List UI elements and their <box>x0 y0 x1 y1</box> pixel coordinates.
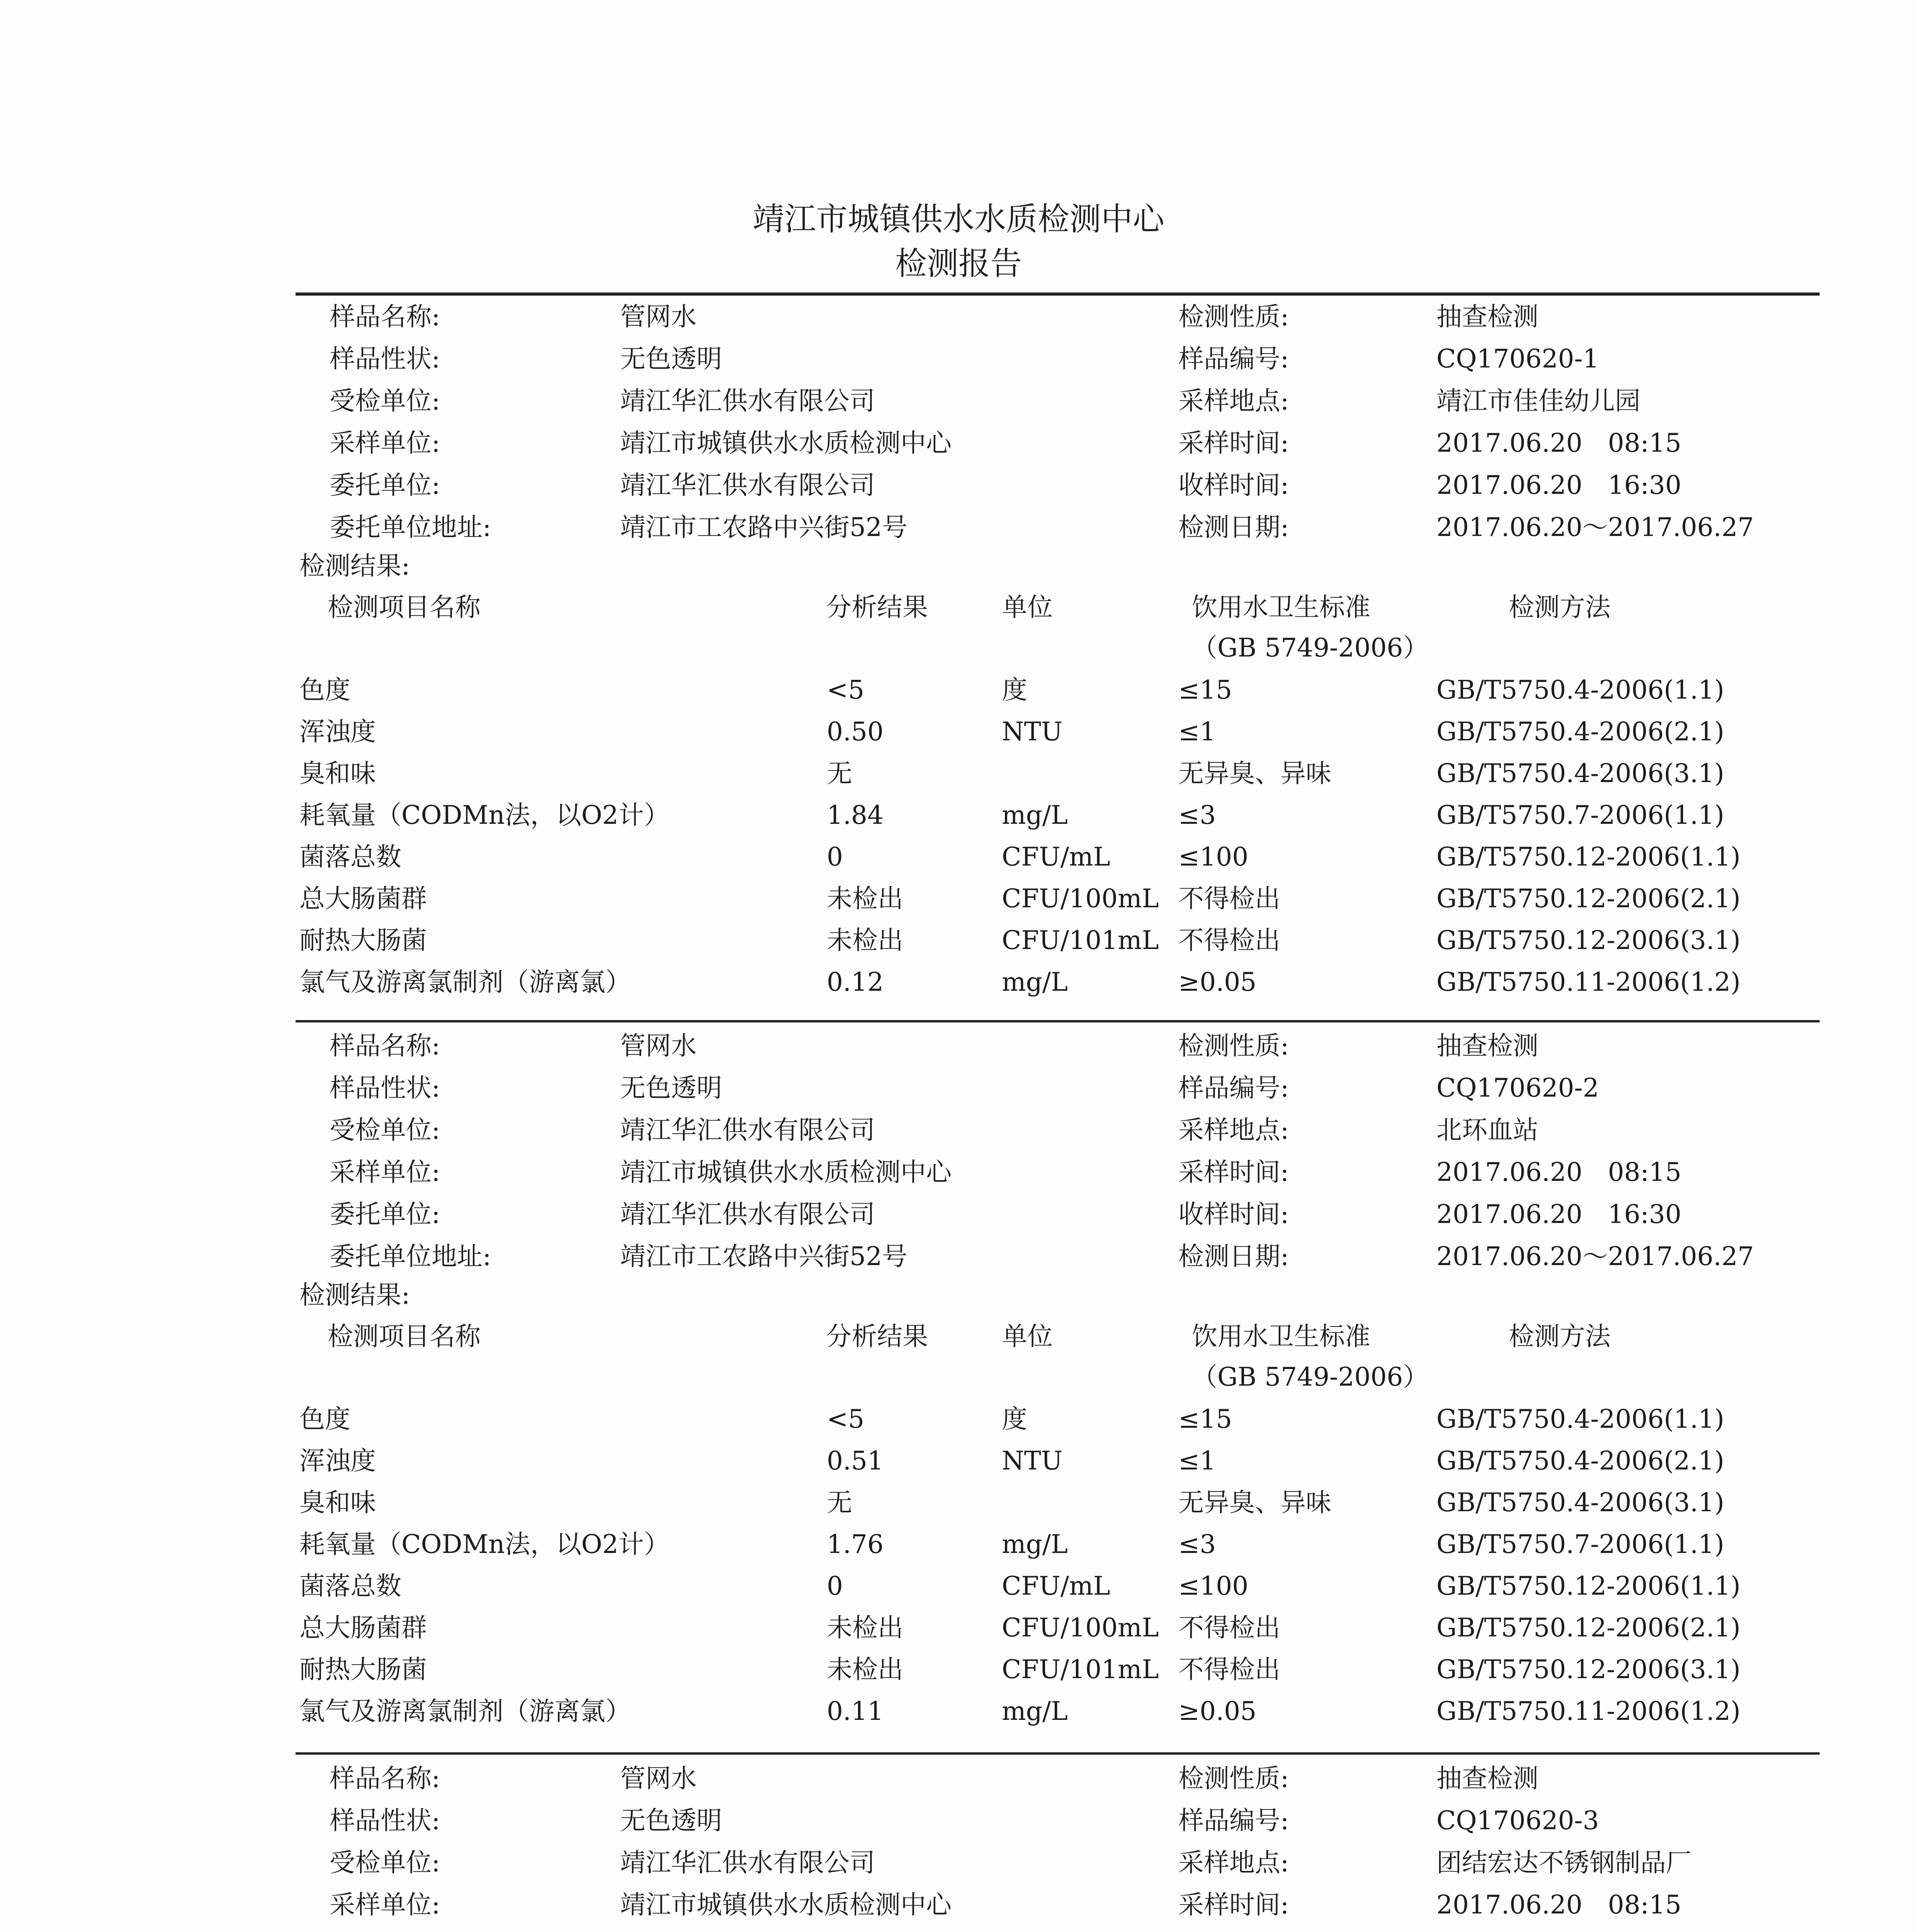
standard-limit: ≤15 <box>1178 1404 1232 1434</box>
receipt-time-value: 2017.06.20 16:30 <box>1436 470 1682 500</box>
col-result-header: 分析结果 <box>826 1321 928 1351</box>
item-name: 色度 <box>299 675 350 705</box>
analysis-result: 1.84 <box>827 800 884 830</box>
inspected-unit-label: 受检单位: <box>330 1115 440 1145</box>
test-nature-value: 抽查检测 <box>1436 1764 1538 1793</box>
table-row <box>0 1525 1917 1564</box>
standard-limit: 无异臭、异味 <box>1178 759 1331 788</box>
results-label: 检测结果: <box>299 1280 410 1310</box>
col-unit-header: 单位 <box>1002 592 1053 622</box>
standard-limit: ≤3 <box>1178 800 1216 830</box>
item-name: 总大肠菌群 <box>299 884 427 913</box>
sample-info-row <box>0 1237 1917 1276</box>
results-heading-row <box>0 1276 1917 1315</box>
sample-info-row <box>0 1844 1917 1882</box>
sampling-unit-label: 采样单位: <box>330 428 440 458</box>
col-standard-ref: （GB 5749-2006） <box>1192 1362 1429 1392</box>
sample-info-row <box>0 1069 1917 1107</box>
sample-property-value: 无色透明 <box>620 1806 722 1835</box>
receipt-time-value <box>1436 1928 1681 1932</box>
sampling-time-label: 采样时间: <box>1178 1890 1289 1920</box>
sampling-site-value: 北环血站 <box>1436 1115 1538 1145</box>
test-nature-label: 检测性质: <box>1178 302 1289 332</box>
table-row <box>0 1442 1917 1480</box>
standard-limit: 不得检出 <box>1178 1655 1280 1684</box>
client-unit-value: 靖江华汇供水有限公司 <box>620 470 875 500</box>
analysis-result: <5 <box>827 1404 865 1434</box>
sample-info-row <box>0 1195 1917 1234</box>
item-name: 耗氧量（CODMn法，以O2计） <box>299 800 670 830</box>
table-row <box>0 671 1917 709</box>
test-method: GB/T5750.11-2006(1.2) <box>1436 967 1741 997</box>
col-method-header: 检测方法 <box>1509 1321 1611 1351</box>
table-row <box>0 921 1917 960</box>
standard-limit: ≤100 <box>1178 842 1249 872</box>
test-nature-value: 抽查检测 <box>1436 1031 1538 1061</box>
item-name: 臭和味 <box>299 1488 376 1517</box>
test-method: GB/T5750.4-2006(3.1) <box>1436 1488 1725 1517</box>
item-name: 菌落总数 <box>299 842 401 872</box>
test-method: GB/T5750.12-2006(1.1) <box>1436 1571 1741 1601</box>
standard-limit: 不得检出 <box>1178 1613 1280 1643</box>
test-date-value: 2017.06.20～2017.06.27 <box>1436 512 1754 542</box>
item-name: 色度 <box>299 1404 350 1434</box>
sample-name-value: 管网水 <box>620 302 697 332</box>
table-row <box>0 713 1917 751</box>
col-item-header: 检测项目名称 <box>328 592 481 622</box>
sampling-site-value: 团结宏达不锈钢制品厂 <box>1436 1848 1691 1878</box>
test-method: GB/T5750.4-2006(1.1) <box>1436 675 1725 705</box>
test-date-value: 2017.06.20～2017.06.27 <box>1436 1242 1754 1271</box>
unit: CFU/mL <box>1002 842 1110 872</box>
inspected-unit-value: 靖江华汇供水有限公司 <box>620 386 875 416</box>
standard-limit: ≥0.05 <box>1178 1696 1257 1726</box>
sample-info-row <box>0 466 1917 505</box>
inspected-unit-value: 靖江华汇供水有限公司 <box>620 1848 875 1878</box>
header-rule <box>296 293 1820 296</box>
sample-name-value: 管网水 <box>620 1764 697 1793</box>
standard-limit: 不得检出 <box>1178 884 1280 913</box>
receipt-time-value: 2017.06.20 16:30 <box>1436 1199 1682 1229</box>
table-row <box>0 879 1917 918</box>
sampling-time-value: 2017.06.20 08:15 <box>1436 1890 1682 1920</box>
sample-no-label: 样品编号: <box>1178 1073 1289 1103</box>
item-name: 浑浊度 <box>299 717 376 747</box>
receipt-time-label <box>1178 1928 1289 1932</box>
analysis-result: 未检出 <box>827 1613 903 1643</box>
results-label: 检测结果: <box>299 551 410 581</box>
unit: CFU/101mL <box>1002 1655 1159 1684</box>
client-address-label: 委托单位地址: <box>330 1242 491 1271</box>
table-row <box>0 796 1917 835</box>
section-divider <box>296 1752 1820 1755</box>
col-standard-header: 饮用水卫生标准 <box>1192 1321 1370 1351</box>
unit: CFU/mL <box>1002 1571 1110 1601</box>
item-name: 耗氧量（CODMn法，以O2计） <box>299 1529 670 1559</box>
test-method: GB/T5750.4-2006(2.1) <box>1436 1446 1725 1476</box>
sampling-time-value: 2017.06.20 08:15 <box>1436 428 1682 458</box>
client-unit-label: 委托单位: <box>330 1199 440 1229</box>
analysis-result: 无 <box>827 759 852 788</box>
test-method: GB/T5750.12-2006(2.1) <box>1436 1613 1741 1643</box>
unit: CFU/100mL <box>1002 884 1159 913</box>
col-unit-header: 单位 <box>1002 1321 1053 1351</box>
table-row <box>0 754 1917 793</box>
client-unit-value: 靖江华汇供水有限公司 <box>620 1199 875 1229</box>
unit: NTU <box>1002 1446 1063 1476</box>
sample-no-value: CQ170620-3 <box>1436 1806 1599 1835</box>
test-method: GB/T5750.4-2006(1.1) <box>1436 1404 1725 1434</box>
sampling-unit-value: 靖江市城镇供水水质检测中心 <box>620 1157 952 1187</box>
sample-info-row <box>0 1153 1917 1192</box>
item-name: 耐热大肠菌 <box>299 1655 427 1684</box>
table-row <box>0 1650 1917 1689</box>
item-name: 菌落总数 <box>299 1571 401 1601</box>
table-row <box>0 1483 1917 1522</box>
unit: 度 <box>1002 675 1027 705</box>
table-row <box>0 963 1917 1002</box>
unit: mg/L <box>1002 1696 1068 1726</box>
standard-limit: ≤15 <box>1178 675 1232 705</box>
sample-info-row <box>0 1027 1917 1065</box>
sample-info-row <box>0 508 1917 547</box>
table-row <box>0 1609 1917 1647</box>
sample-name-label: 样品名称: <box>330 302 440 332</box>
standard-limit: ≤3 <box>1178 1529 1216 1559</box>
standard-limit: ≤100 <box>1178 1571 1249 1601</box>
col-result-header: 分析结果 <box>826 592 928 622</box>
sample-info-row <box>0 1801 1917 1840</box>
item-name: 总大肠菌群 <box>299 1613 427 1643</box>
standard-limit: 无异臭、异味 <box>1178 1488 1331 1517</box>
sampling-site-label: 采样地点: <box>1178 1115 1289 1145</box>
unit: CFU/100mL <box>1002 1613 1159 1643</box>
sample-info-row <box>0 424 1917 463</box>
col-item-header: 检测项目名称 <box>328 1321 481 1351</box>
sample-no-value: CQ170620-2 <box>1436 1073 1599 1103</box>
sampling-unit-value: 靖江市城镇供水水质检测中心 <box>620 1890 952 1920</box>
sampling-site-label: 采样地点: <box>1178 386 1289 416</box>
test-nature-value: 抽查检测 <box>1436 302 1538 332</box>
col-standard-header: 饮用水卫生标准 <box>1192 592 1370 622</box>
test-nature-label: 检测性质: <box>1178 1031 1289 1061</box>
sample-name-label: 样品名称: <box>330 1764 440 1793</box>
sampling-site-value: 靖江市佳佳幼儿园 <box>1436 386 1640 416</box>
results-table-header <box>0 588 1917 627</box>
test-date-label: 检测日期: <box>1178 1242 1289 1271</box>
sample-no-label: 样品编号: <box>1178 344 1289 374</box>
analysis-result: 0.11 <box>827 1696 884 1726</box>
sample-info-row <box>0 382 1917 420</box>
sample-info-row <box>0 1886 1917 1924</box>
sample-name-value: 管网水 <box>620 1031 697 1061</box>
sampling-time-value: 2017.06.20 08:15 <box>1436 1157 1682 1187</box>
test-method: GB/T5750.4-2006(2.1) <box>1436 717 1725 747</box>
results-table-header-sub <box>0 1358 1917 1396</box>
sample-property-value: 无色透明 <box>620 344 722 374</box>
analysis-result: 未检出 <box>827 1655 903 1684</box>
unit: mg/L <box>1002 967 1068 997</box>
item-name: 氯气及游离氯制剂（游离氯） <box>299 967 631 997</box>
sample-property-label: 样品性状: <box>330 1073 440 1103</box>
analysis-result: 0 <box>827 1571 843 1601</box>
standard-limit: ≥0.05 <box>1178 967 1257 997</box>
sample-info-row <box>0 298 1917 336</box>
col-method-header: 检测方法 <box>1509 592 1611 622</box>
analysis-result: <5 <box>827 675 865 705</box>
standard-limit: ≤1 <box>1178 1446 1216 1476</box>
sampling-unit-value: 靖江市城镇供水水质检测中心 <box>620 428 952 458</box>
test-date-label: 检测日期: <box>1178 512 1289 542</box>
report-title: 检测报告 <box>895 245 1022 282</box>
test-method: GB/T5750.4-2006(3.1) <box>1436 759 1725 788</box>
analysis-result: 0 <box>827 842 843 872</box>
receipt-time-label: 收样时间: <box>1178 470 1289 500</box>
table-row <box>0 1567 1917 1605</box>
unit: mg/L <box>1002 800 1068 830</box>
test-method: GB/T5750.12-2006(2.1) <box>1436 884 1741 913</box>
inspected-unit-value: 靖江华汇供水有限公司 <box>620 1115 875 1145</box>
client-address-label: 委托单位地址: <box>330 512 491 542</box>
analysis-result: 无 <box>827 1488 852 1517</box>
sample-info-row <box>0 340 1917 378</box>
test-method: GB/T5750.7-2006(1.1) <box>1436 1529 1725 1559</box>
results-heading-row <box>0 547 1917 585</box>
test-method: GB/T5750.12-2006(3.1) <box>1436 925 1741 955</box>
client-unit-value <box>620 1928 875 1932</box>
sample-property-value: 无色透明 <box>620 1073 722 1103</box>
sampling-time-label: 采样时间: <box>1178 1157 1289 1187</box>
standard-limit: 不得检出 <box>1178 925 1280 955</box>
unit: 度 <box>1002 1404 1027 1434</box>
sampling-unit-label: 采样单位: <box>330 1157 440 1187</box>
table-row <box>0 1692 1917 1731</box>
sample-name-label: 样品名称: <box>330 1031 440 1061</box>
table-row <box>0 1400 1917 1439</box>
sampling-time-label: 采样时间: <box>1178 428 1289 458</box>
analysis-result: 未检出 <box>827 925 903 955</box>
unit: NTU <box>1002 717 1063 747</box>
unit: CFU/101mL <box>1002 925 1159 955</box>
section-divider <box>296 1020 1820 1022</box>
sample-property-label: 样品性状: <box>330 1806 440 1835</box>
sample-info-row <box>0 1111 1917 1150</box>
analysis-result: 0.51 <box>827 1446 884 1476</box>
sample-info-row <box>0 1759 1917 1798</box>
analysis-result: 0.50 <box>827 717 884 747</box>
test-method: GB/T5750.12-2006(3.1) <box>1436 1655 1741 1684</box>
item-name: 浑浊度 <box>299 1446 376 1476</box>
inspected-unit-label: 受检单位: <box>330 386 440 416</box>
organization-title: 靖江市城镇供水水质检测中心 <box>752 201 1164 238</box>
sample-no-label: 样品编号: <box>1178 1806 1289 1835</box>
analysis-result: 0.12 <box>827 967 884 997</box>
client-unit-label <box>330 1928 440 1932</box>
receipt-time-label: 收样时间: <box>1178 1199 1289 1229</box>
results-table-header <box>0 1317 1917 1356</box>
item-name: 臭和味 <box>299 759 376 788</box>
inspected-unit-label: 受检单位: <box>330 1848 440 1878</box>
test-nature-label: 检测性质: <box>1178 1764 1289 1793</box>
standard-limit: ≤1 <box>1178 717 1216 747</box>
col-standard-ref: （GB 5749-2006） <box>1192 633 1429 663</box>
client-address-value: 靖江市工农路中兴街52号 <box>620 1242 908 1271</box>
client-unit-label: 委托单位: <box>330 470 440 500</box>
sample-info-row <box>0 1928 1917 1932</box>
analysis-result: 未检出 <box>827 884 903 913</box>
test-method: GB/T5750.7-2006(1.1) <box>1436 800 1725 830</box>
sample-property-label: 样品性状: <box>330 344 440 374</box>
item-name: 耐热大肠菌 <box>299 925 427 955</box>
test-method: GB/T5750.12-2006(1.1) <box>1436 842 1741 872</box>
test-method: GB/T5750.11-2006(1.2) <box>1436 1696 1741 1726</box>
sample-no-value: CQ170620-1 <box>1436 344 1599 374</box>
sampling-site-label: 采样地点: <box>1178 1848 1289 1878</box>
unit: mg/L <box>1002 1529 1068 1559</box>
analysis-result: 1.76 <box>827 1529 884 1559</box>
item-name: 氯气及游离氯制剂（游离氯） <box>299 1696 631 1726</box>
client-address-value: 靖江市工农路中兴街52号 <box>620 512 908 542</box>
results-table-header-sub <box>0 629 1917 667</box>
sampling-unit-label: 采样单位: <box>330 1890 440 1920</box>
table-row <box>0 838 1917 876</box>
